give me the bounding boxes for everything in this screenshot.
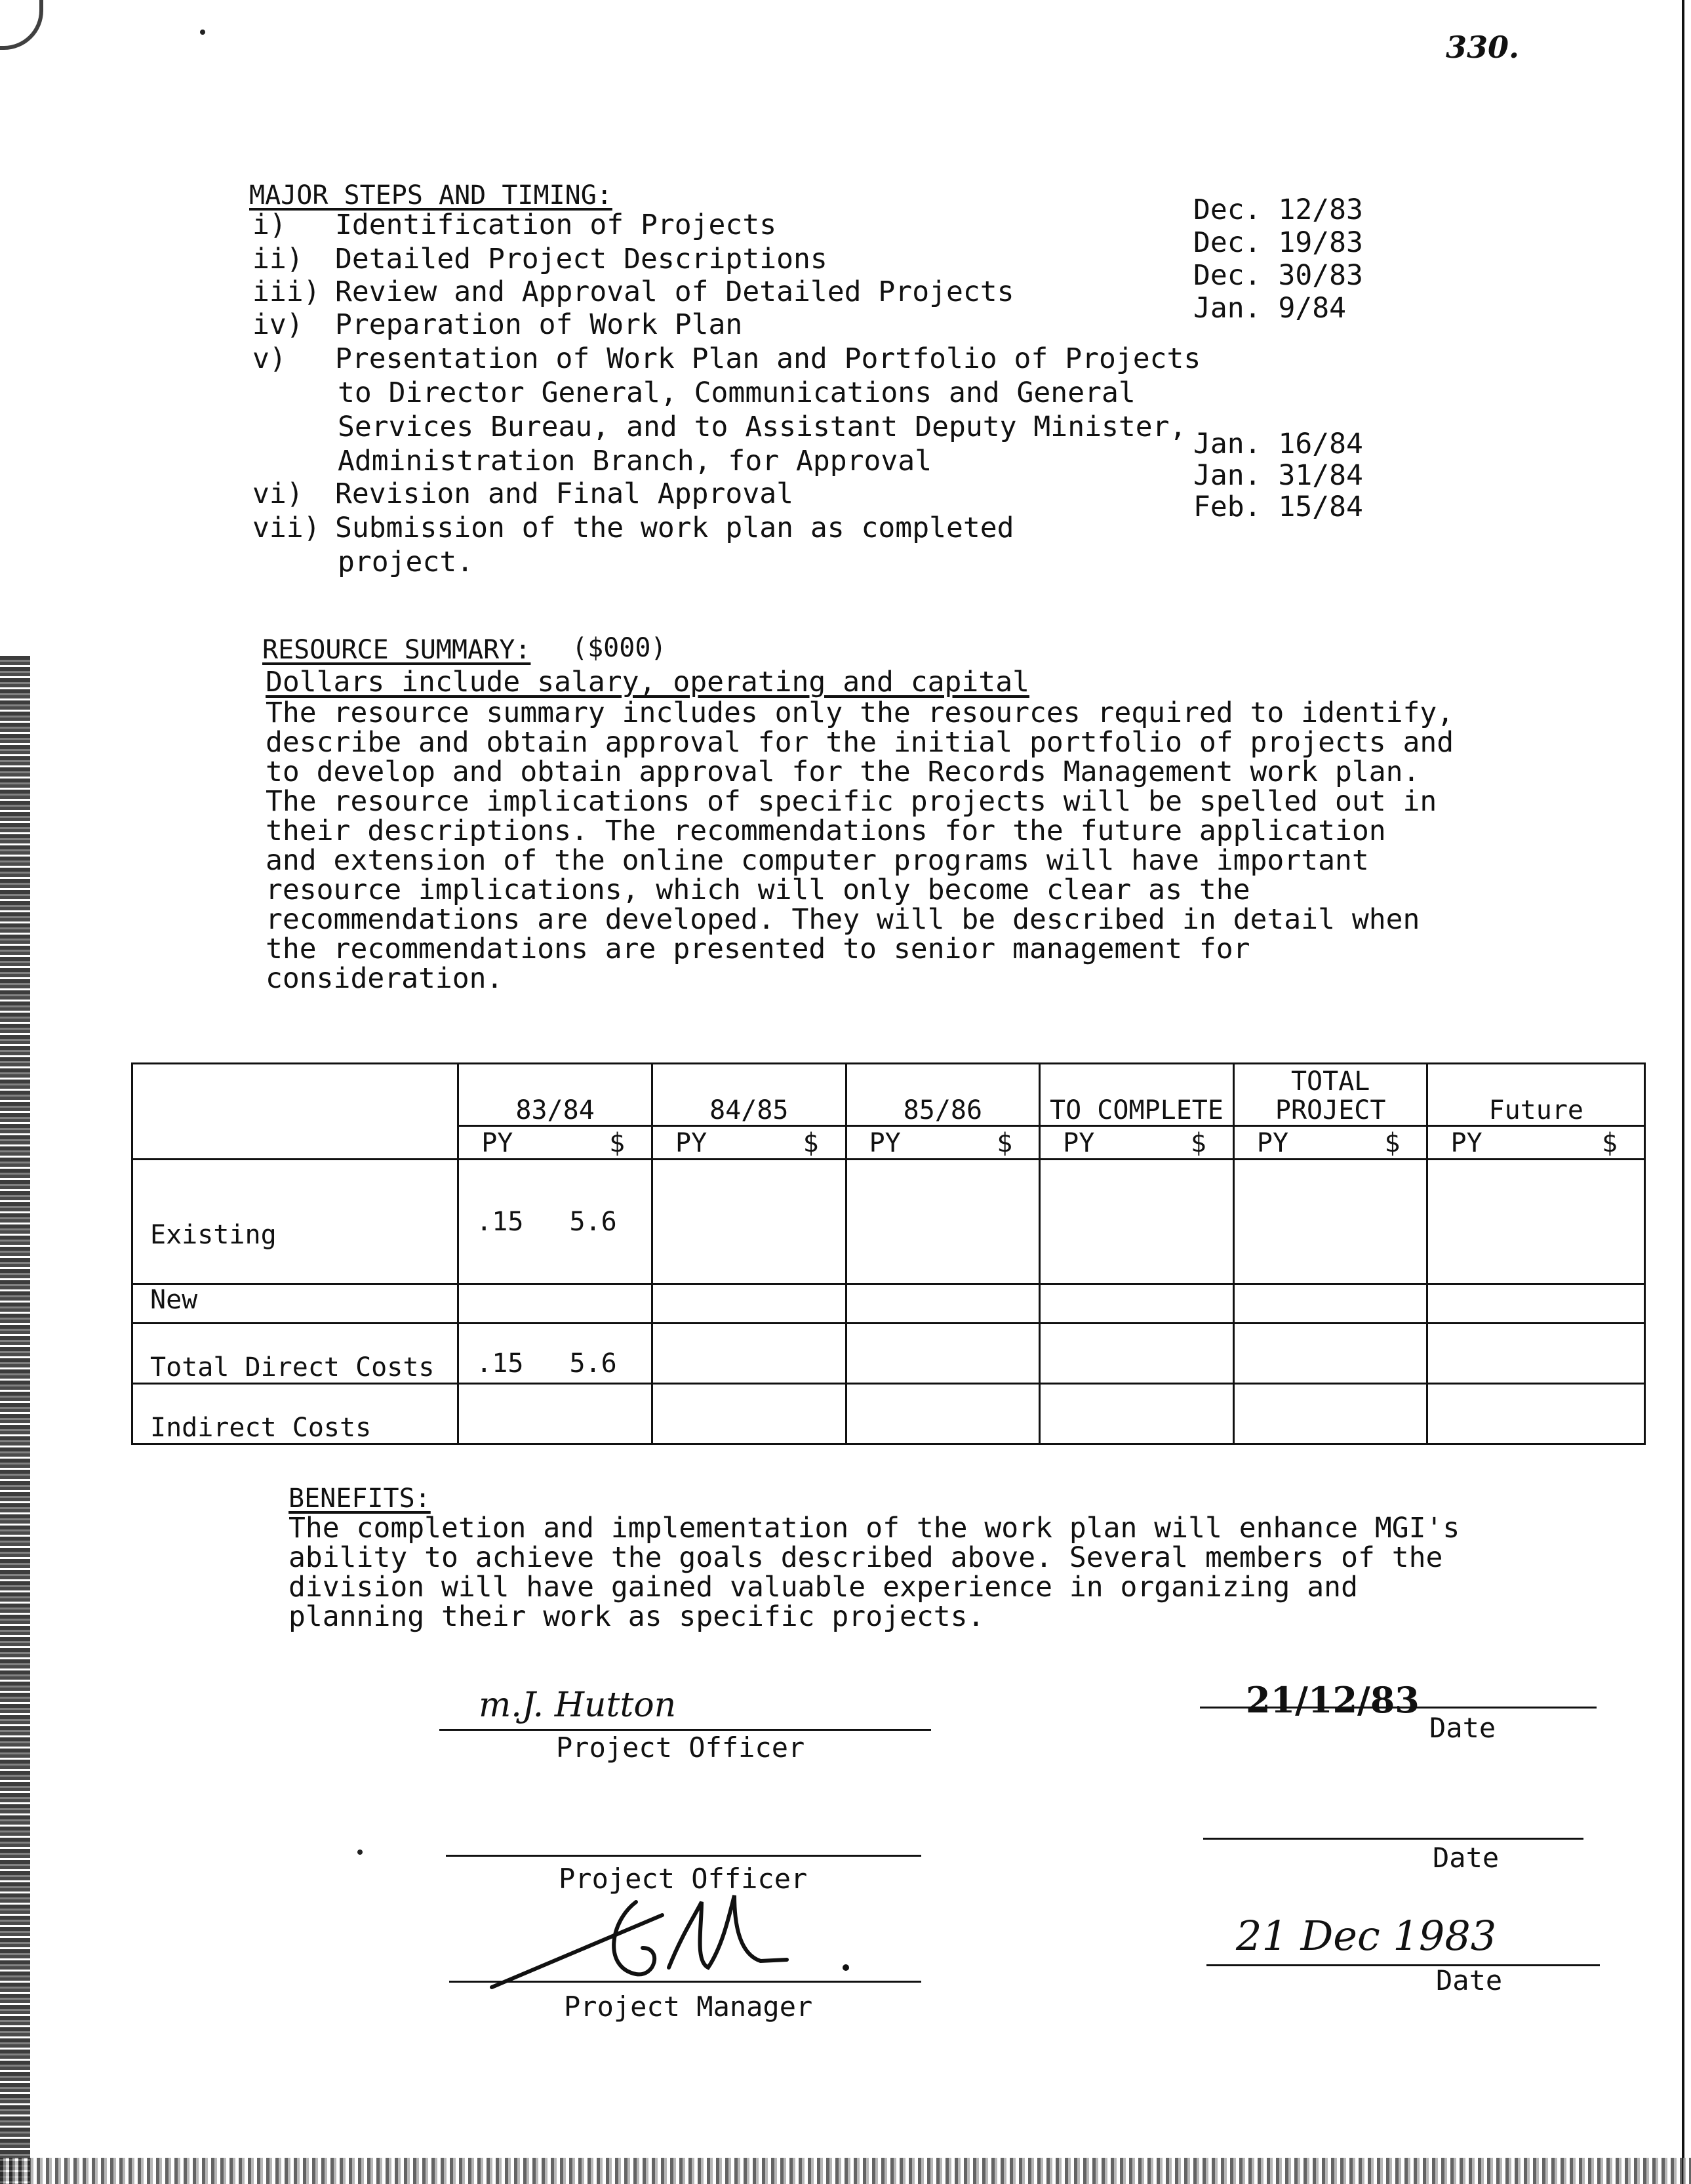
scan-corner-mark — [0, 0, 43, 50]
step-number: iv) — [252, 308, 304, 341]
dollar-value: 5.6 — [569, 1206, 617, 1237]
table-cell — [458, 1324, 652, 1384]
benefits-text-line: ability to achieve the goals described above. Several members of the — [288, 1541, 1443, 1574]
table-cell — [1427, 1160, 1645, 1284]
column-header: TO COMPLETE — [1040, 1064, 1234, 1126]
table-cell — [1040, 1324, 1234, 1384]
resource-text-line: and extension of the online computer programs will have important — [266, 844, 1369, 877]
resource-text-line: their descriptions. The recommendations for the future application — [266, 815, 1386, 847]
step-text: Submission of the work plan as completed — [335, 512, 1014, 544]
officer-signature: m.J. Hutton — [479, 1686, 677, 1725]
step-number: i) — [252, 209, 287, 241]
dollar-label: $ — [608, 1128, 626, 1158]
table-cell — [1040, 1160, 1234, 1284]
resource-text-line: recommendations are developed. They will be described in detail when — [266, 903, 1420, 936]
row-label: Total Direct Costs — [132, 1324, 458, 1384]
step-date: Dec. 19/83 — [1193, 226, 1363, 259]
dollar-value: 5.6 — [569, 1348, 617, 1379]
py-label: PY — [481, 1128, 513, 1158]
table-cell — [1040, 1284, 1234, 1324]
step-text: Identification of Projects — [335, 209, 777, 241]
resource-summary-heading: RESOURCE SUMMARY: — [262, 635, 531, 665]
subheader-cell — [458, 1126, 652, 1160]
table-cell — [846, 1384, 1040, 1444]
resource-text-line: resource implications, which will only become clear as the — [266, 874, 1250, 906]
dollar-label: $ — [997, 1128, 1013, 1158]
step-date: Feb. 15/84 — [1193, 491, 1363, 523]
speck — [357, 1850, 363, 1855]
signature-line — [439, 1729, 931, 1731]
step-number: iii) — [252, 275, 321, 308]
dollar-label: $ — [1190, 1128, 1206, 1158]
benefits-text-line: planning their work as specific projects. — [288, 1600, 985, 1633]
step-text: Preparation of Work Plan — [335, 308, 743, 341]
signature-line — [446, 1855, 921, 1857]
handwritten-date: 21 Dec 1983 — [1236, 1912, 1497, 1960]
table-cell — [652, 1284, 846, 1324]
subheader-cell — [1233, 1126, 1427, 1160]
table-cell — [846, 1284, 1040, 1324]
table-cell — [458, 1284, 652, 1324]
date-label: Date — [1429, 1712, 1496, 1744]
benefits-heading: BENEFITS: — [288, 1484, 431, 1514]
step-text: Presentation of Work Plan and Portfolio of Projects — [335, 342, 1201, 375]
resource-text-line: The resource implications of specific projects will be spelled out in — [266, 785, 1437, 818]
py-value: .15 — [476, 1206, 524, 1237]
benefits-text-line: division will have gained valuable experience in organizing and — [288, 1571, 1358, 1604]
step-item — [252, 275, 1014, 308]
resource-text-line: to develop and obtain approval for the Records Management work plan. — [266, 756, 1420, 788]
signature-line — [449, 1981, 921, 1983]
resource-text-line: consideration. — [266, 962, 504, 995]
table-row — [132, 1160, 1645, 1284]
step-item — [252, 477, 793, 510]
step-date: Jan. 16/84 — [1193, 428, 1363, 460]
py-label: PY — [675, 1128, 707, 1158]
table-cell — [846, 1324, 1040, 1384]
table-row — [132, 1384, 1645, 1444]
table-cell — [1233, 1284, 1427, 1324]
step-text: Detailed Project Descriptions — [335, 243, 827, 275]
resource-text-line: Dollars include salary, operating and capital — [266, 666, 1029, 698]
subheader-cell — [1427, 1126, 1645, 1160]
step-text-continued: Services Bureau, and to Assistant Deputy Minister, — [338, 411, 1187, 443]
scan-bottom-edge — [0, 2158, 1691, 2184]
benefits-text-line: The completion and implementation of the work plan will enhance MGI's — [288, 1512, 1460, 1545]
step-number: vii) — [252, 512, 321, 544]
table-cell — [1233, 1324, 1427, 1384]
scan-right-edge — [1677, 0, 1691, 2184]
step-date: Dec. 12/83 — [1193, 193, 1363, 226]
row-label: Existing — [132, 1160, 458, 1284]
dollar-label: $ — [1384, 1128, 1401, 1158]
row-label: Indirect Costs — [132, 1384, 458, 1444]
table-cell — [1427, 1284, 1645, 1324]
table-cell — [1427, 1384, 1645, 1444]
step-date: Dec. 30/83 — [1193, 259, 1363, 292]
row-label: New — [132, 1284, 458, 1324]
table-cell — [652, 1160, 846, 1284]
column-header: 85/86 — [846, 1064, 1040, 1126]
page-number: 330. — [1446, 30, 1520, 65]
column-header: 84/85 — [652, 1064, 846, 1126]
subheader-cell — [1040, 1126, 1234, 1160]
handwritten-date: 21/12/83 — [1246, 1679, 1420, 1721]
step-text: Revision and Final Approval — [335, 477, 793, 510]
date-line — [1206, 1964, 1600, 1966]
column-header: TOTAL PROJECT — [1233, 1064, 1427, 1126]
table-cell — [1233, 1160, 1427, 1284]
py-label: PY — [869, 1128, 901, 1158]
table-header-row — [132, 1064, 1645, 1126]
table-cell — [1040, 1384, 1234, 1444]
step-item — [252, 342, 1201, 375]
table-cell — [458, 1160, 652, 1284]
project-officer-label: Project Officer — [559, 1863, 808, 1895]
column-header: 83/84 — [458, 1064, 652, 1126]
step-text: Review and Approval of Detailed Projects — [335, 275, 1014, 308]
step-text-continued: Administration Branch, for Approval — [338, 445, 932, 477]
py-label: PY — [1063, 1128, 1095, 1158]
date-label: Date — [1433, 1842, 1500, 1874]
table-corner-cell — [132, 1064, 458, 1160]
step-item — [252, 243, 827, 275]
step-item — [252, 308, 742, 341]
step-item — [252, 512, 1014, 544]
step-item — [252, 209, 776, 241]
subheader-cell — [652, 1126, 846, 1160]
step-number: ii) — [252, 243, 304, 275]
resource-text-line: the recommendations are presented to senior management for — [266, 933, 1250, 965]
date-line — [1203, 1838, 1583, 1840]
major-steps-heading: MAJOR STEPS AND TIMING: — [249, 180, 612, 211]
scan-left-edge — [0, 656, 30, 2184]
speck — [200, 30, 205, 35]
date-line — [1200, 1707, 1597, 1709]
table-cell — [652, 1384, 846, 1444]
py-label: PY — [1450, 1128, 1482, 1158]
project-manager-label: Project Manager — [564, 1991, 813, 2023]
table-cell — [458, 1384, 652, 1444]
step-date: Jan. 31/84 — [1193, 459, 1363, 492]
step-text-continued: project. — [338, 546, 474, 578]
resource-table — [131, 1062, 1646, 1445]
table-cell — [846, 1160, 1040, 1284]
project-officer-label: Project Officer — [556, 1731, 805, 1764]
table-cell — [652, 1324, 846, 1384]
table-row — [132, 1284, 1645, 1324]
dollar-label: $ — [803, 1128, 819, 1158]
resource-text-line: describe and obtain approval for the initial portfolio of projects and — [266, 726, 1454, 759]
table-cell — [1233, 1384, 1427, 1444]
step-number: v) — [252, 342, 287, 375]
step-text-continued: to Director General, Communications and General — [338, 376, 1136, 409]
py-label: PY — [1256, 1128, 1289, 1158]
subheader-cell — [846, 1126, 1040, 1160]
py-value: .15 — [476, 1348, 524, 1379]
date-label: Date — [1436, 1964, 1503, 1996]
resource-unit: ($000) — [572, 633, 667, 663]
step-date: Jan. 9/84 — [1193, 292, 1346, 325]
resource-text-line: The resource summary includes only the resources required to identify, — [266, 697, 1454, 729]
step-number: vi) — [252, 477, 304, 510]
table-cell — [1427, 1324, 1645, 1384]
table-row — [132, 1324, 1645, 1384]
dollar-label: $ — [1601, 1128, 1618, 1158]
column-header: Future — [1427, 1064, 1645, 1126]
